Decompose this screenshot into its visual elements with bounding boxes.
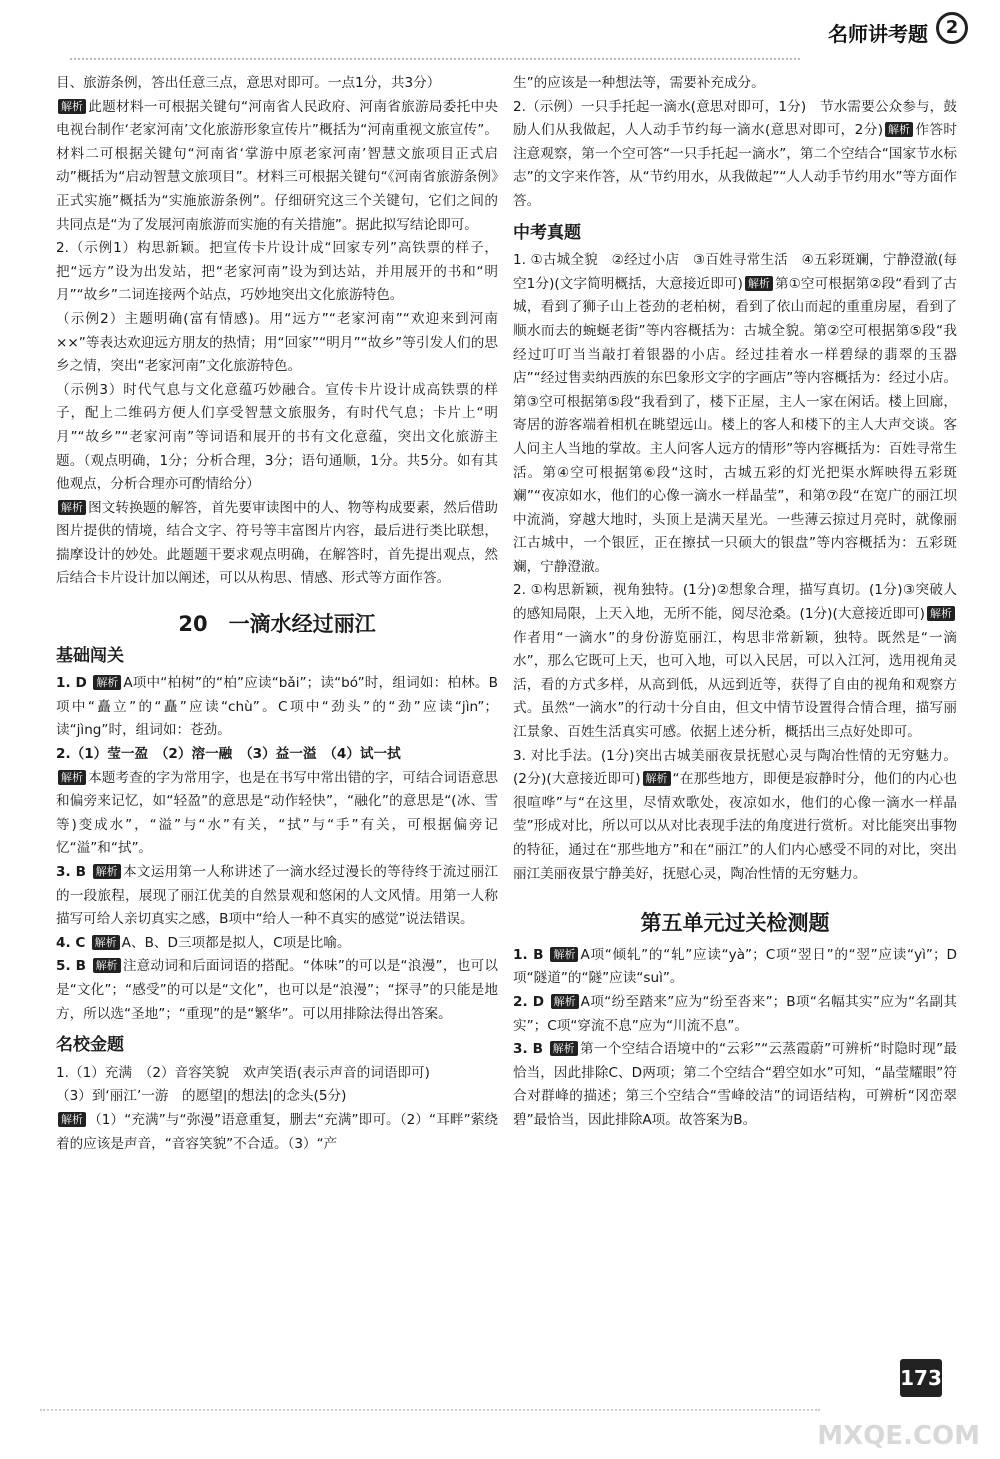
analysis-tag: 解析 <box>93 675 121 690</box>
text-block: 解析 本题考查的字为常用字，也是在书写中常出错的字，可结合词语意思和偏旁来记忆，如“轻盈”的意思是“动作轻快”，“融化”的意思是“(冰、雪等)变成水”，“溢”与“水”有关，“拭”与“手”有关，可根据偏旁记忆“溢”和“拭”。 <box>56 769 498 857</box>
text-block: 解析 （1）“充满”与“弥漫”语意重复，删去“充满”即可。（2）“耳畔”萦绕着的应该是声音，“音容笑貌”不合适。（3）“产 <box>56 1111 498 1152</box>
answer-item: 4. C 解析 A、B、D三项都是拟人，C项是比喻。 <box>56 934 351 951</box>
analysis-tag: 解析 <box>58 770 86 785</box>
right-column <box>513 72 957 1133</box>
answer-item: 2.（示例1）构思新颖。把宣传卡片设计成“回家专列”高铁票的样子，把“远方”设为出发站，把“老家河南”设为到达站，并用展开的书和“明月”“故乡”二词连接两个站点，巧妙地突出文化旅游特色。 <box>56 240 498 304</box>
answer-item: （示例3）时代气息与文化意蕴巧妙融合。宣传卡片设计成高铁票的样子，配上二维码方便人们享受智慧文旅服务，有时代气息；卡片上“明月”“故乡”“老家河南”等词语和展开的书有文化意蕴，突出文化旅游主题。（观点明确，1分；分析合理，3分；语句通顺，1分。共5分。如有其他观点，分析合理亦可酌情给分） <box>56 381 498 493</box>
brand-logo-icon: 2 <box>936 12 968 44</box>
answer-item: 1. B 解析 A项“倾轧”的“轧”应读“yà”；C项“翌日”的“翌”应读“yì”；D项“隧道”的“隧”应读“suì”。 <box>513 946 958 987</box>
header-divider <box>70 58 800 60</box>
answer-item: （3）到‘丽江’一游 的愿望|的想法|的念头(5分) <box>56 1088 347 1105</box>
text-block: 解析 图文转换题的解答，首先要审读图中的人、物等构成要素，然后借助图片提供的情境，结合文字、符号等丰富图片内容，最后进行类比联想，揣摩设计的妙处。此题题干要求观点明确，在解答时，首先提出观点，然后结合卡片设计加以阐述，可以从构思、情感、形式等方面作答。 <box>56 499 498 587</box>
section-heading: 名校金题 <box>56 1035 124 1056</box>
analysis-tag: 解析 <box>93 958 121 973</box>
analysis-tag: 解析 <box>550 1041 578 1056</box>
analysis-tag: 解析 <box>58 1112 86 1127</box>
answer-item: 2.（示例）一只手托起一滴水(意思对即可，1分) 节水需要公众参与，鼓励人们从我做起，人人动手节约每一滴水(意思对即可，2分) 解析 作答时注意观察，第一个空可答“一只手托起一滴水”，第二个空结合“国家节水标志”的文字来作答，从“节约用水，从我做起”“人人动手节约用水”等方面作答。 <box>513 98 957 209</box>
answer-item: 2. ①构思新颖，视角独特。(1分)②想象合理，描写真切。(1分)③突破人的感知局限，上天入地，无所不能，阅尽沧桑。(1分)(大意接近即可) 解析作者用“一滴水”的身份游览丽江，构思非常新颖，独特。既然是“一滴水”，那么它既可上天，也可入地，可以入民居，可以入江河，选用视角灵活，看的方式多样，从高到低，从远到近等，获得了自由的视角和观察方式。虽然“一滴水”的行动十分自由，但文中情节设置得合情合理，描写丽江景象、百姓生活真实可感。依据上述分析，概括出三点好处即可。 <box>513 582 957 741</box>
analysis-tag: 解析 <box>927 606 955 621</box>
brand-title: 名师讲考题 <box>828 22 928 46</box>
section-heading: 中考真题 <box>513 222 581 243</box>
analysis-tag: 解析 <box>745 276 773 291</box>
text-block: 目、旅游条例，答出任意三点，意思对即可。一点1分，共3分） <box>56 75 441 91</box>
answer-item: 3. B 解析 本文运用第一人称讲述了一滴水经过漫长的等待终于流过丽江的一段旅程，展现了丽江优美的自然景观和悠闲的人文风情。用第一人称描写可给人亲切真实之感，B项中“给人一种不真实的感觉”说法错误。 <box>56 864 499 928</box>
answer-item: 1. D 解析 A项中“柏树”的“柏”应读“bǎi”；读“bó”时，组词如：柏林。B项中“矗立”的“矗”应读“chù”。C项中“劲头”的“劲”应读“jìn”；读“jìng”时，组词如：苍劲。 <box>56 675 498 739</box>
answer-item: （示例2）主题明确(富有情感)。用“远方”“老家河南”“欢迎来到河南××”等表达欢迎远方朋友的热情；用“回家”“明月”“故乡”等引发人们的思乡之情，突出“老家河南”文化旅游特色。 <box>56 310 498 375</box>
analysis-tag: 解析 <box>93 864 121 879</box>
answer-item: 3. 对比手法。(1分)突出古城美丽夜景抚慰心灵与陶冶性情的无穷魅力。(2分)(大意接近即可) 解析 “在那些地方，即便是寂静时分，他们的内心也很喧哗”与“在这里，尽情欢歌处，夜凉如水，他们的心像一滴水一样晶莹”形成对比，所以可以从对比表现手法的角度进行赏析。对比能突出事物的特征，通过在“那些地方”和在“丽江”的人们内心感受不同的对比，突出丽江美丽夜景宁静美好，抚慰心灵，陶冶性情的无穷魅力。 <box>513 747 957 882</box>
text-block: 解析 此题材料一可根据关键句“河南省人民政府、河南省旅游局委托中央电视台制作‘老家河南’文化旅游形象宣传片”概括为“河南重视文旅宣传”。材料二可根据关键句“河南省‘掌游中原老家河南’智慧文旅项目正式启动”概括为“启动智慧文旅项目”。材料三可根据关键句“《河南省旅游条例》正式实施”概括为“实施旅游条例”。仔细研究这三个关键句，它们之间的共同点是“为了发展河南旅游而实施的有关措施”。据此拟写结论即可。 <box>56 98 498 233</box>
analysis-tag: 解析 <box>643 771 671 786</box>
analysis-tag: 解析 <box>58 99 86 114</box>
answer-item: 5. B 解析 注意动词和后面词语的搭配。“体味”的可以是“浪漫”，也可以是“文化”；“感受”的可以是“文化”，也可以是“浪漫”；“探寻”的只能是地方，所以选“圣地”；“重现”的是“繁华”。可以用排除法得出答案。 <box>56 958 498 1022</box>
answer-item: 3. B 解析 第一个空结合语境中的“云彩”“云蒸霞蔚”可辨析“时隐时现”最恰当，因此排除C、D两项；第二个空结合“碧空如水”可知，“晶莹耀眼”符合对群峰的描述；第三个空结合“雪峰皎洁”的词语结构，可辨析“冈峦翠碧”最恰当，因此排除A项。故答案为B。 <box>513 1041 958 1128</box>
text-block: 生”的应该是一种想法等，需要补充成分。 <box>513 75 765 91</box>
lesson-title: 20 一滴水经过丽江 <box>178 612 376 637</box>
analysis-tag: 解析 <box>92 935 120 950</box>
answer-item: 2.（1）莹一盈 （2）溶一融 （3）益一溢 （4）试一拭 <box>56 746 401 763</box>
answer-item: 1. ①古城全貌 ②经过小店 ③百姓寻常生活 ④五彩斑斓，宁静澄澈(每空1分)(文字简明概括，大意接近即可) 解析 第①空可根据第②段“看到了古城，看到了狮子山上苍劲的老柏树，看到了依山而起的重重房屋，看到了顺水而去的蜿蜒老街”等内容概括为：古城全貌。第②空可根据第⑤段“我经过叮叮当当敲打着银器的小店。经过挂着水一样碧绿的翡翠的玉器店”“经过售卖纳西族的东巴象形文字的字画店”等内容概括为：经过小店。第③空可根据第⑤段“我看到了，楼下正屋，主人一家在闲话。楼上回廊，寄居的游客端着相机在眺望远山。楼上的客人和楼下的主人大声交谈。客人问主人当地的掌故。主人问客人远方的情形”等内容概括为：百姓寻常生活。第④空可根据第⑥段“这时，古城五彩的灯光把渠水辉映得五彩斑斓”“夜凉如水，他们的心像一滴水一样晶莹”，和第⑦段“在宽广的丽江坝中流淌，穿越大地时，头顶上是满天星光。一些薄云掠过月亮时，就像丽江古城中，一个银匠，正在擦拭一只硕大的银盘”等内容概括为：五彩斑斓，宁静澄澈。 <box>513 252 958 575</box>
footer-divider <box>40 1409 820 1411</box>
analysis-tag: 解析 <box>550 947 578 962</box>
left-column <box>56 72 498 1156</box>
section-heading: 基础闯关 <box>56 645 124 666</box>
watermark: MXQE.COM <box>817 1421 980 1451</box>
unit-title: 第五单元过关检测题 <box>640 911 830 936</box>
page-number: 173 <box>900 1359 942 1397</box>
answer-item: 2. D 解析 A项“纷至踏来”应为“纷至沓来”；B项“名幅其实”应为“名副其实”；C项“穿流不息”应为“川流不息”。 <box>513 993 958 1034</box>
analysis-tag: 解析 <box>885 122 913 137</box>
answer-item: 1.（1）充满 （2）音容笑貌 欢声笑语(表示声音的词语即可) <box>56 1064 430 1081</box>
page-header <box>0 0 1000 70</box>
analysis-tag: 解析 <box>58 500 86 515</box>
analysis-tag: 解析 <box>551 994 579 1009</box>
